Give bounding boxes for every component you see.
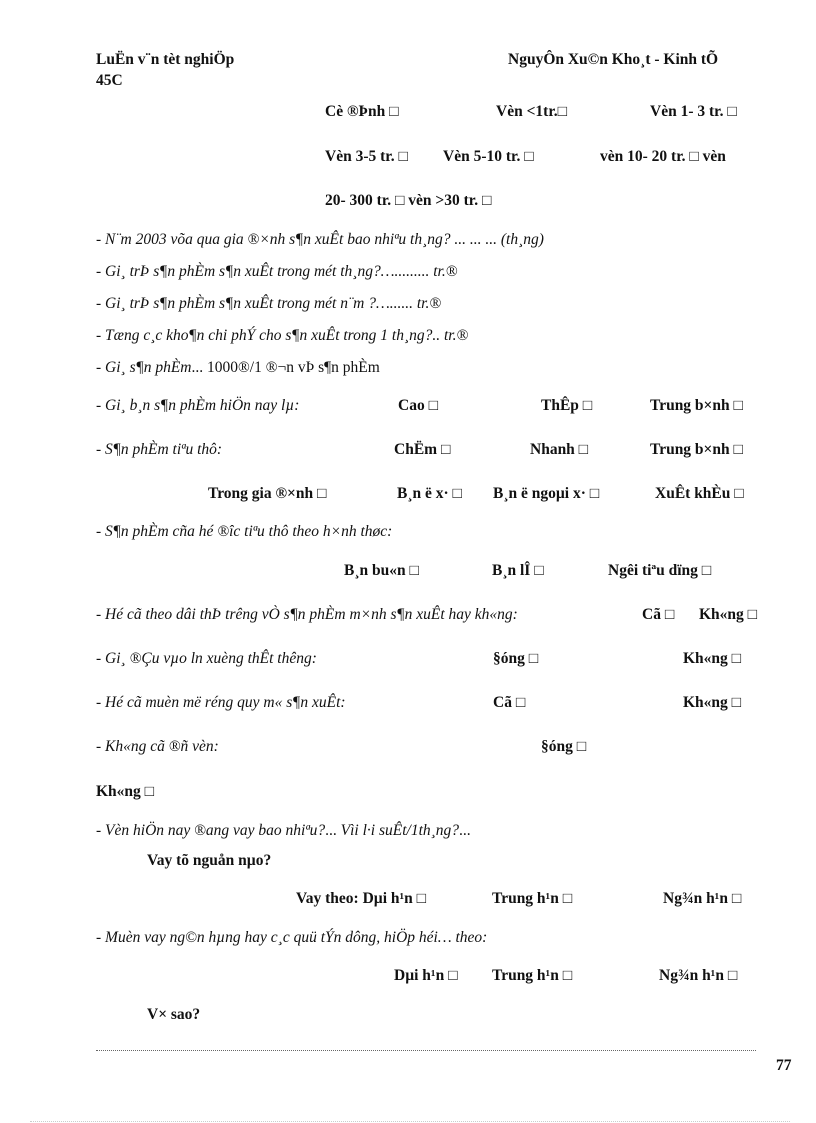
- question-monthly-output-value: - Gi¸ trÞ s¶n phÈm s¶n xuÊt trong mét th¸ng?…......... tr.®: [96, 263, 458, 280]
- page-number: 77: [776, 1057, 792, 1074]
- question-loan-amount: - Vèn hiÖn nay ®ang vay bao nhiªu?: [96, 822, 326, 839]
- question-expand-production: - Hé cã muèn më réng quy m« s¶n xuÊt:: [96, 694, 346, 711]
- option-retail[interactable]: B¸n lÎ □: [492, 562, 544, 579]
- option-loan-long-term[interactable]: Vay theo: Dµi h¹n □: [296, 890, 427, 907]
- option-capital-3-5m[interactable]: Vèn 3-5 tr. □: [325, 148, 408, 165]
- option-consumption-slow[interactable]: ChËm □: [394, 441, 451, 458]
- option-price-average[interactable]: Trung b×nh □: [650, 397, 743, 414]
- option-price-high[interactable]: Cao □: [398, 397, 438, 414]
- question-consumption-speed: - S¶n phÈm tiªu thô:: [96, 441, 223, 458]
- option-market-yes[interactable]: Cã □: [642, 606, 675, 623]
- option-input-price-true[interactable]: §óng □: [493, 650, 539, 667]
- option-consumption-fast[interactable]: Nhanh □: [530, 441, 589, 458]
- option-sold-in-family[interactable]: Trong gia ®×nh □: [208, 485, 327, 502]
- option-price-low[interactable]: ThÊp □: [541, 397, 593, 414]
- question-monthly-costs: - Tæng c¸c kho¶n chi phÝ cho s¶n xuÊt trong 1 th¸ng?.. tr.®: [96, 327, 469, 344]
- header-thesis-title: LuËn v¨n tèt nghiÖp: [96, 51, 235, 68]
- option-insufficient-false[interactable]: Kh«ng □: [96, 783, 155, 800]
- option-wholesale[interactable]: B¸n bu«n □: [344, 562, 419, 579]
- header-class-code: 45C: [96, 72, 123, 89]
- option-consumer[interactable]: Ngêi tiªu dïng □: [608, 562, 712, 579]
- option-capital-under-1m[interactable]: Vèn <1tr.□: [496, 103, 568, 120]
- question-loan-dots: ...: [325, 822, 341, 839]
- option-desired-short-term[interactable]: Ng¾n h¹n □: [659, 967, 738, 984]
- option-consumption-average[interactable]: Trung b×nh □: [650, 441, 743, 458]
- question-input-price-volatility: - Gi¸ ®Çu vµo ln xuèng thÊt thêng:: [96, 650, 317, 667]
- question-loan-source: Vay tõ nguån nµo?: [147, 852, 272, 869]
- option-desired-medium-term[interactable]: Trung h¹n □: [492, 967, 573, 984]
- option-insufficient-true[interactable]: §óng □: [541, 738, 587, 755]
- option-expand-yes[interactable]: Cã □: [493, 694, 526, 711]
- question-why: V× sao?: [147, 1006, 201, 1023]
- option-loan-short-term[interactable]: Ng¾n h¹n □: [663, 890, 742, 907]
- option-export[interactable]: XuÊt khÈu □: [655, 485, 744, 502]
- option-capital-5-10m[interactable]: Vèn 5-10 tr. □: [443, 148, 534, 165]
- question-insufficient-capital: - Kh«ng cã ®ñ vèn:: [96, 738, 219, 755]
- footer-divider: [96, 1050, 756, 1051]
- option-sold-in-commune[interactable]: B¸n ë x· □: [397, 485, 462, 502]
- question-months-produced: - N¨m 2003 võa qua gia ®×nh s¶n xuÊt bao nhiªu th¸ng? ... ... ... (th¸ng): [96, 231, 544, 248]
- option-expand-no[interactable]: Kh«ng □: [683, 694, 742, 711]
- question-current-loans: [96, 823, 471, 839]
- question-loan-dots-end: ...: [459, 822, 471, 839]
- option-capital-20-300m-and-over-30m[interactable]: 20- 300 tr. □ vèn >30 tr. □: [325, 192, 492, 209]
- option-fixed-capital[interactable]: Cè ®Þnh □: [325, 103, 399, 120]
- header-author: NguyÔn Xu©n Kho¸t - Kinh tÕ: [508, 51, 719, 68]
- option-desired-long-term[interactable]: Dµi h¹n □: [394, 967, 458, 984]
- option-sold-outside-commune[interactable]: B¸n ë ngoµi x· □: [493, 485, 600, 502]
- page-bottom-edge: [30, 1121, 790, 1122]
- question-loan-interest: Vìi l·i suÊt/1th¸ng?: [340, 822, 460, 839]
- option-loan-medium-term[interactable]: Trung h¹n □: [492, 890, 573, 907]
- option-input-price-false[interactable]: Kh«ng □: [683, 650, 742, 667]
- question-market-monitoring: - Hé cã theo dâi thÞ trêng vÒ s¶n phÈm m×nh s¶n xuÊt hay kh«ng:: [96, 606, 518, 623]
- question-product-price: [96, 360, 380, 376]
- question-yearly-output-value: - Gi¸ trÞ s¶n phÈm s¶n xuÊt trong mét n¨m ?…...... tr.®: [96, 295, 442, 312]
- option-market-no[interactable]: Kh«ng □: [699, 606, 758, 623]
- question-product-price-label: - Gi¸ s¶n phÈm: [96, 359, 192, 376]
- question-current-price: - Gi¸ b¸n s¶n phÈm hiÖn nay lµ:: [96, 397, 300, 414]
- option-capital-10-20m[interactable]: vèn 10- 20 tr. □ vèn: [600, 148, 726, 165]
- question-desired-loan: - Muèn vay ng©n hµng hay c¸c quü tÝn dông, hiÖp héi… theo:: [96, 929, 488, 946]
- question-sales-form: - S¶n phÈm cña hé ®îc tiªu thô theo h×nh thøc:: [96, 523, 393, 540]
- question-product-price-unit: ... 1000®/1 ®¬n vÞ s¶n phÈm: [191, 359, 380, 376]
- option-capital-1-3m[interactable]: Vèn 1- 3 tr. □: [650, 103, 737, 120]
